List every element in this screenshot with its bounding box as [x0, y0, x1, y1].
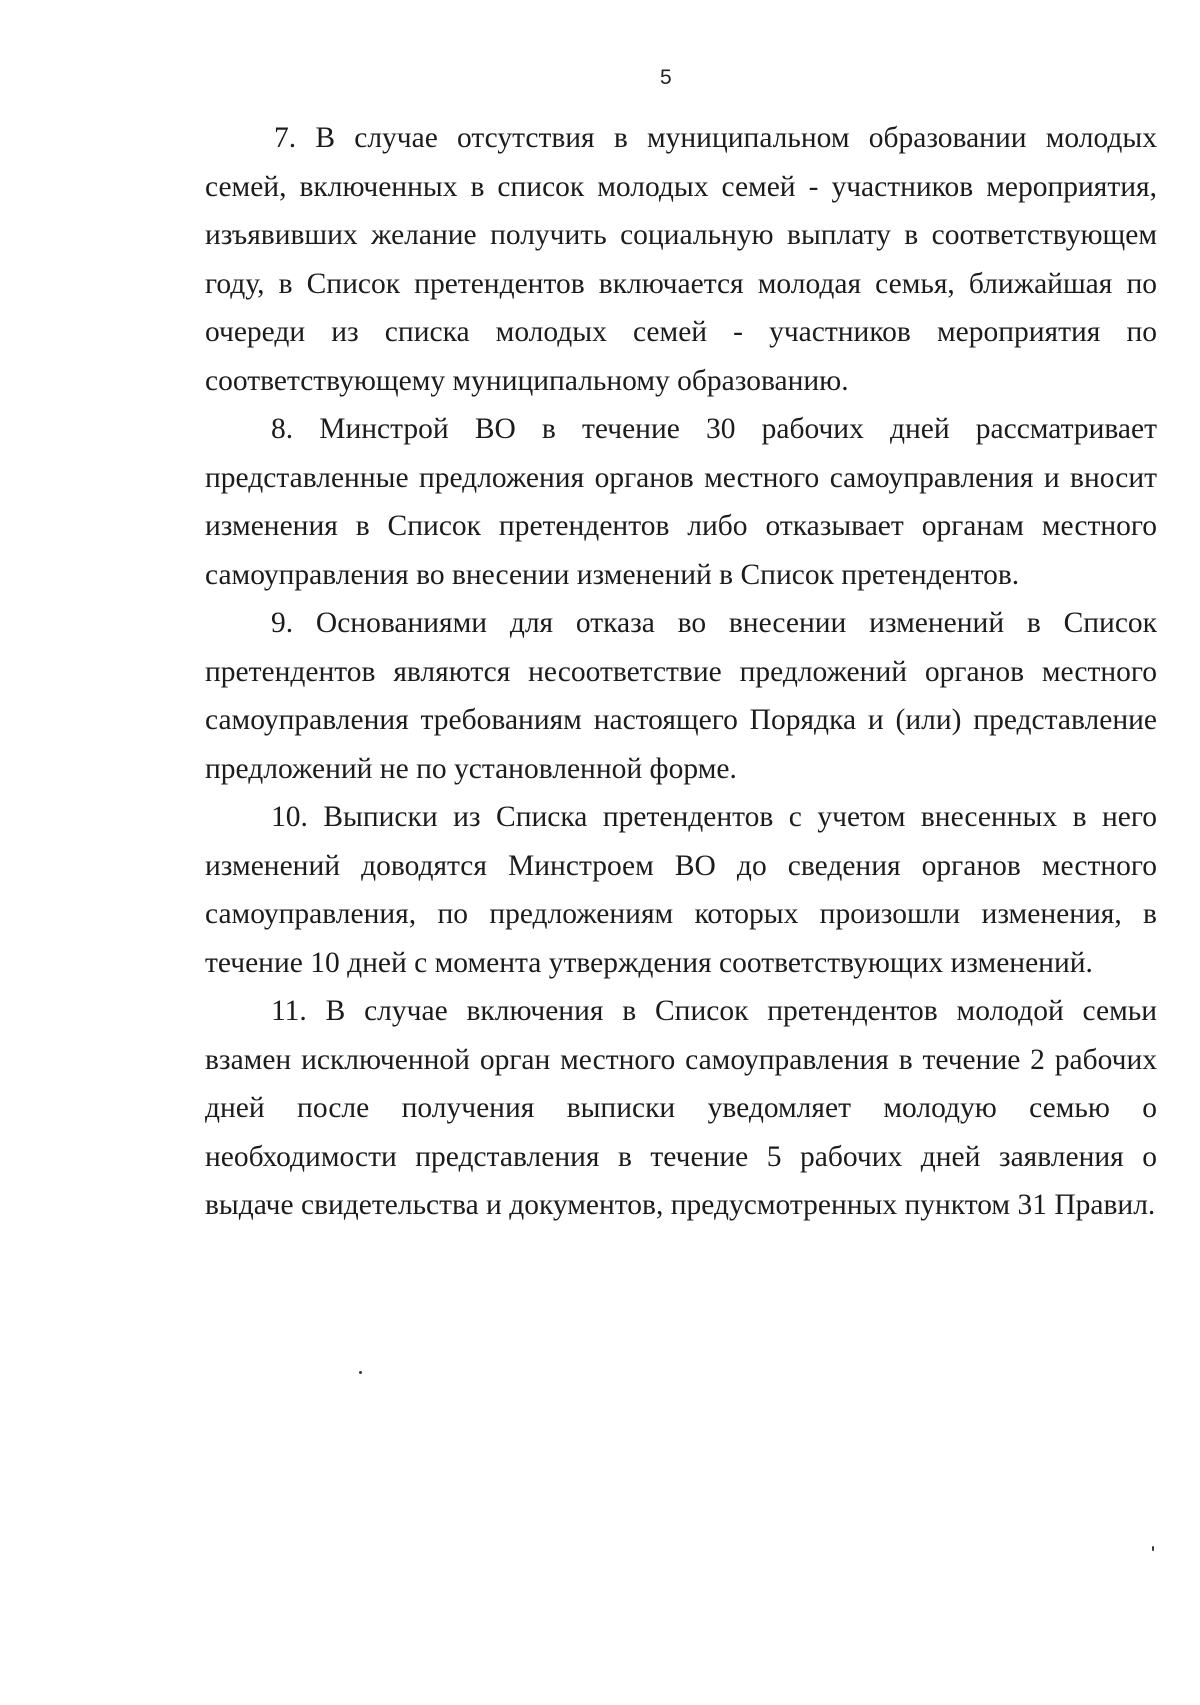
- page-number: 5: [660, 66, 672, 89]
- paragraph-8: 8. Минстрой ВО в течение 30 рабочих дней рассматривает представленные предложения органов местного самоуправления и вносит изменения в Список претендентов либо отказывает органам местного самоуправления во внесении изменений в Список претендентов.: [205, 413, 1157, 591]
- paragraph-7: 7. В случае отсутствия в муниципальном образовании молодых семей, включенных в список молодых семей - участников мероприятия, изъявивших желание получить социальную выплату в соответствующем году, в Список претендентов включается молодая семья, ближайшая по очереди из списка молодых семей - участников мероприятия по соответствующему муниципальному образованию.: [205, 122, 1157, 397]
- document-body: [205, 114, 1157, 1230]
- paragraph-9: 9. Основаниями для отказа во внесении изменений в Список претендентов являются несоответствие предложений органов местного самоуправления требованиям настоящего Порядка и (или) представление предложений не по установленной форме.: [205, 607, 1157, 785]
- paragraph-11: 11. В случае включения в Список претендентов молодой семьи взамен исключенной орган местного самоуправления в течение 2 рабочих дней после получения выписки уведомляет молодую семью о необходимости представления в течение 5 рабочих дней заявления о выдаче свидетельства и документов, предусмотренных пунктом 31 Правил.: [205, 995, 1157, 1221]
- scan-speck: [359, 1371, 362, 1374]
- scan-speck: [1152, 1546, 1154, 1551]
- paragraph-10: 10. Выписки из Списка претендентов с учетом внесенных в него изменений доводятся Минстроем ВО до сведения органов местного самоуправления, по предложениям которых произошли изменения, в течение 10 дней с момента утверждения соответствующих изменений.: [205, 801, 1157, 979]
